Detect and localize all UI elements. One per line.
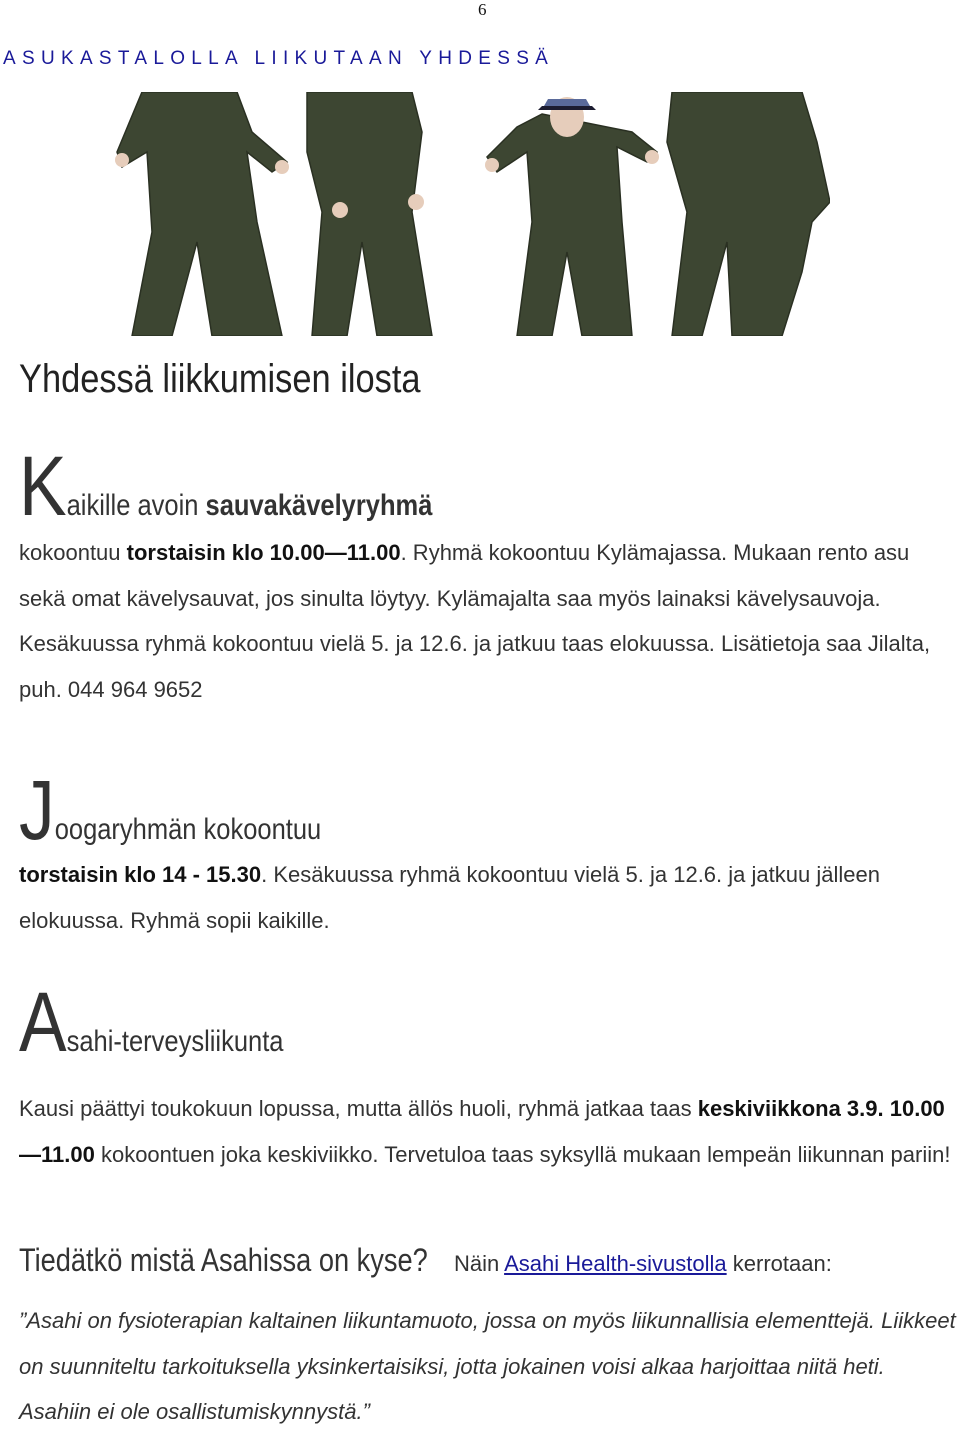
title-rest: sahi-terveysliikunta [66, 1025, 284, 1058]
asahi-question-line [19, 1242, 832, 1279]
dancers-photo [112, 92, 830, 336]
text-bold: keskiviikkona 3.9. 10.00—11.00 [19, 1096, 945, 1167]
drop-initial-k: K [19, 439, 67, 533]
text-b: . Kesäkuussa ryhmä kokoontuu vielä 5. ja 12.6. ja jatkuu jälleen elokuussa. Ryhmä sopii kaikille. [19, 862, 880, 933]
text-a: kokoontuu [19, 540, 127, 565]
text-b: . Ryhmä kokoontuu Kylämajassa. Mukaan rento asu sekä omat kävelysauvat, jos sinulta löytyy. Kylämajalta saa myös lainaksi kävelysauvoja. Kesäkuussa ryhmä kokoontuu vielä 5. ja 12.6. ja jatkuu taas elokuussa. Lisätietoja saa Jilalta, puh. 044 964 9652 [19, 540, 931, 703]
drop-initial-j: J [19, 763, 55, 857]
question-text-b: kerrotaan: [726, 1251, 832, 1276]
title-bold-text: sauvakävelyryhmä [205, 489, 433, 522]
asahi-health-link[interactable]: Asahi Health-sivustolla [504, 1251, 727, 1276]
text-a: Kausi päättyi toukokuun lopussa, mutta ällös huoli, ryhmä jatkaa taas [19, 1096, 698, 1121]
section-title-nordic-walking [19, 439, 433, 533]
nordic-walking-text [19, 530, 954, 713]
asahi-question-heading: Tiedätkö mistä Asahissa on kyse? [19, 1242, 428, 1278]
yoga-text [19, 852, 954, 943]
section-kicker: ASUKASTALOLLA LIIKUTAAN YHDESSÄ [3, 48, 555, 69]
asahi-quote: ”Asahi on fysioterapian kaltainen liikuntamuoto, jossa on myös liikunnallisia elementtejä. Liikkeet on suunniteltu tarkoituksella yksinkertaisiksi, jotta jokainen voisi alkaa harjoittaa niitä heti. Asahiin ei ole osallistumiskynnystä.” [19, 1308, 956, 1425]
page-number: 6 [478, 0, 487, 19]
asahi-text [19, 1086, 954, 1177]
question-text-a: Näin [447, 1251, 505, 1276]
main-heading: Yhdessä liikkumisen ilosta [19, 357, 421, 401]
title-bold [206, 489, 433, 522]
section-title-asahi [19, 975, 284, 1069]
title-rest: oogaryhmän kokoontuu [54, 813, 322, 846]
text-b: kokoontuen joka keskiviikko. Tervetuloa taas syksyllä mukaan lempeän liikunnan pariin! [94, 1141, 951, 1167]
text-bold: torstaisin klo 10.00—11.00 [126, 540, 401, 565]
section-title-yoga [19, 763, 322, 857]
title-rest: aikille avoin [66, 489, 206, 522]
text-bold: torstaisin klo 14 - 15.30 [19, 862, 262, 887]
drop-initial-a: A [19, 975, 67, 1069]
